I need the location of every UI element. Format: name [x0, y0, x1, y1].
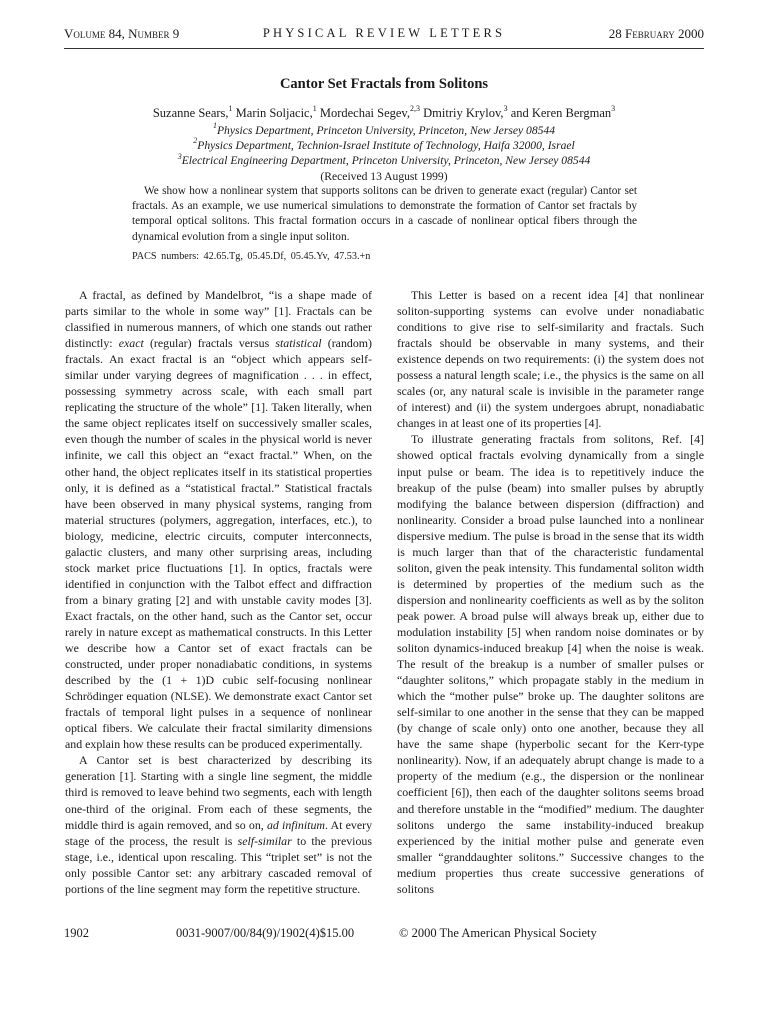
right-column — [397, 287, 704, 897]
affiliation: $^3$Electrical Engineering Department, Princeton University, Princeton, New Jersey 08544 — [177, 151, 591, 168]
paragraph: A Cantor set is best characterized by describing its generation [1]. Starting with a single line segment, the middle third is removed to leave behind two segments, each with length one-third of the original. From each of these segments, the middle third is again removed, and so on, ad infinitum. At every stage of the process, the result is self-similar to the previous stage, i.e., identical upon rescaling. This “triplet set” is not the only possible Cantor set: any arbitrary cascaded removal of portions of the line segment may form the repetitive structure. — [65, 753, 373, 896]
header-rule — [64, 48, 704, 49]
article-title: Cantor Set Fractals from Solitons — [279, 76, 489, 92]
copyright: © 2000 The American Physical Society — [399, 926, 597, 940]
running-header — [64, 26, 704, 44]
volume-number: Volume 84, Number 9 — [64, 26, 180, 41]
page-number: 1902 — [64, 926, 89, 940]
paragraph: This Letter is based on a recent idea [4] that nonlinear soliton-supporting systems can evolve under nonadiabatic conditions to give rise to self-similarity and fractals. Such fractals should be observable in many systems, and their existence depends on two requirements: (i) the system does not possess a natural length scale; i.e., the physics is the same on all scales (or, any natural scale is invisible in the parameter range of interest) and (ii) the system undergoes abrupt, nonadiabatic changes in at least one of its properties [4]. — [397, 288, 704, 431]
left-column — [65, 287, 372, 897]
affiliation: $^1$Physics Department, Princeton University, Princeton, New Jersey 08544 — [212, 121, 556, 137]
author: and Keren Bergman$^3$ — [510, 103, 616, 120]
author: Suzanne Sears,$^1$ — [152, 103, 233, 120]
author-list — [64, 103, 704, 121]
affiliation: $^2$Physics Department, Technion-Israel Institute of Technology, Haifa 32000, Israel — [193, 136, 575, 153]
pacs-numbers: PACS numbers: 42.65.Tg, 05.45.Df, 05.45.Yv, 47.53.+n — [132, 251, 371, 262]
author: Dmitriy Krylov,$^3$ — [423, 103, 508, 120]
author: Mordechai Segev,$^{2,3}$ — [319, 103, 420, 120]
page-footer — [64, 926, 704, 942]
affiliations — [64, 123, 704, 184]
paragraph: A fractal, as defined by Mandelbrot, “is a shape made of parts similar to the whole in some way” [1]. Fractals can be classified in numerous manners, of which one stands out rather distinctly: exact (regular) fractals versus statistical (random) fractals. An exact fractal is an “object which appears self-similar under varying degrees of magnification . . . in effect, possessing symmetry across scale, with each small part replicating the structure of the whole” [1]. Taken literally, when the same object replicates itself on successively smaller scales, even though the number of scales in the physical world is never infinite, we call this object an “exact fractal.” When, on the other hand, the object replicates itself in its statistical properties only, it is defined as a “statistical fractal.” Statistical fractals have been observed in many physical systems, ranging from material structures (polymers, aggregation, interfaces, etc.), to biology, medicine, electric circuits, computer interconnects, galactic clusters, and many other surprising areas, including stock market price fluctuations [1]. In optics, fractals were identified in conjunction with the Talbot effect and diffraction from a binary grating [2] and with unstable cavity modes [3]. Exact fractals, on the other hand, such as the Cantor set, occur rarely in nature except as mathematical constructs. In this Letter we describe how a Cantor set of exact fractals can be constructed, under proper nonadiabatic conditions, in systems described by the (1 + 1)D cubic self-focusing nonlinear Schrödinger equation (NLSE). We demonstrate exact Cantor set fractals of temporal light pulses in a sequence of nonlinear optical fibers. We calculate their fractal similarity dimensions and explain how these results can be produced experimentally. — [65, 288, 372, 752]
article-code: 0031-9007/00/84(9)/1902(4)$15.00 — [176, 926, 355, 940]
issue-date: 28 February 2000 — [608, 26, 704, 41]
journal-name: PHYSICAL REVIEW LETTERS — [262, 26, 506, 40]
author: Marin Soljacic,$^1$ — [235, 103, 317, 120]
abstract: We show how a nonlinear system that supports solitons can be driven to generate exact (regular) Cantor set fractals. As an example, we use numerical simulations to demonstrate the formation of Cantor set fractals by temporal optical solitons. This fractal formation occurs in a cascade of nonlinear optical fibers through the dynamical evolution from a single input soliton. — [132, 185, 637, 243]
received-date: (Received 13 August 1999) — [320, 169, 448, 183]
paragraph: To illustrate generating fractals from solitons, Ref. [4] showed optical fractals evolving dynamically from a single input pulse or beam. The idea is to repetitively induce the breakup of the pulse (beam) into smaller pulses by abruptly modifying the balance between dispersion (diffraction) and nonlinearity. Consider a broad pulse launched into a nonlinear dispersive medium. The pulse is broad in the sense that its width is much larger than that of the characteristic fundamental soliton, given the peak intensity. This fundamental soliton width is determined by properties of the medium such as the dispersion and nonlinearity coefficients as well as by the soliton peak power. A broad pulse will always break up, either due to modulation instability [5] when random noise dominates or by soliton dynamics-induced breakup [4] when the noise is weak. The result of the breakup is a number of smaller pulses or “daughter solitons,” which propagate stably in the medium in which the “mother pulse” broke up. The daughter solitons are self-similar to one another in the sense that they can be mapped (by change of scale only) onto one another, because they all have the same shape (hyperbolic secant for the Kerr-type nonlinearity). Now, if an adequately abrupt change is made to a property of the medium (e.g., the dispersion or the nonlinear coefficient [6]), then each of the daughter solitons seems broad and therefore unstable in the “modified” medium. The daughter solitons undergo the same instability-induced breakup experienced by the initial mother pulse and generate even smaller “granddaughter solitons.” Successive changes to the medium properties thus create successive generations of solitons — [397, 432, 704, 896]
